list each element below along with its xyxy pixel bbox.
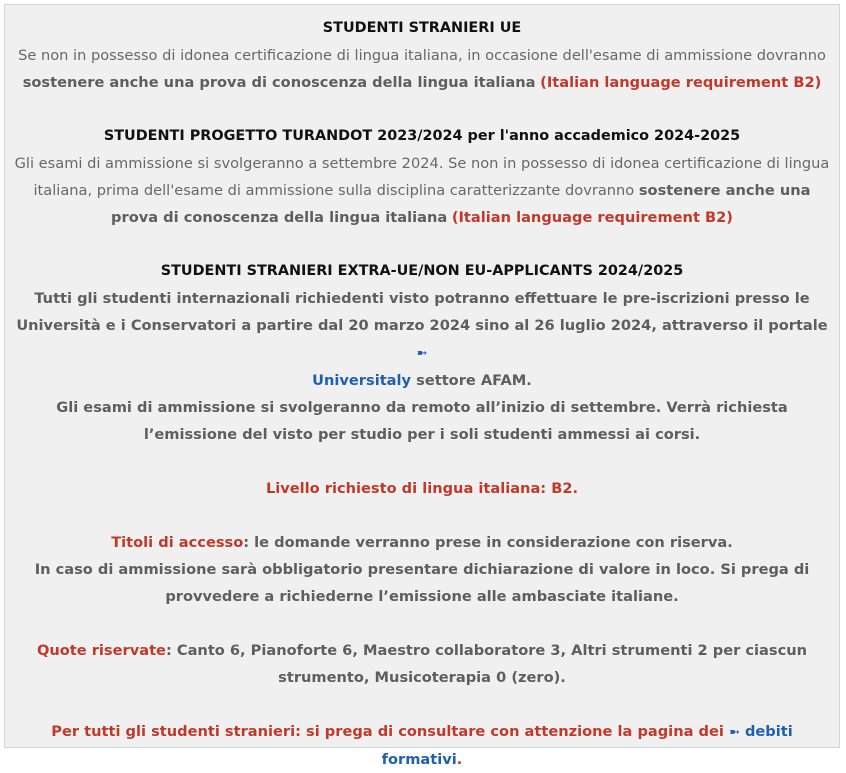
titoli-text2: In caso di ammissione sarà obbligatorio presentare dichiarazione di valore in loco. Si prega di provvedere a richiederne l’emissione alle ambasciate italiane. — [34, 561, 810, 605]
arrow-right-icon: ➼ — [728, 725, 740, 740]
section-turandot-title: STUDENTI PROGETTO TURANDOT 2023/2024 per l'anno accademico 2024-2025 — [103, 128, 741, 144]
section-ue — [13, 15, 831, 96]
section-titoli — [13, 529, 831, 610]
section-ue-text: Se non in possesso di idonea certificazione di lingua italiana, in occasione dell'esame di ammissione dovranno sostenere anche una prova di conoscenza della lingua italiana (Italian language requirement B2) — [18, 47, 826, 91]
section-turandot — [13, 123, 831, 231]
section-extra-ue-title: STUDENTI STRANIERI EXTRA-UE/NON EU-APPLICANTS 2024/2025 — [160, 263, 684, 279]
quote-text: Quote riservate: Canto 6, Pianoforte 6, Maestro collaboratore 3, Altri strumenti 2 per ciascun strumento, Musicoterapia 0 (zero). — [36, 642, 808, 686]
section-extra-ue-text: Tutti gli studenti internazionali richiedenti visto potranno effettuare le pre-iscrizioni presso le Università e i Conservatori a partire dal 20 marzo 2024 sino al 26 luglio 2024, attraverso il portale ➼ Universitaly settore AFAM. — [16, 290, 828, 389]
section-ue-title: STUDENTI STRANIERI UE — [322, 20, 522, 36]
section-turandot-text: Gli esami di ammissione si svolgeranno a settembre 2024. Se non in possesso di idonea certificazione di lingua italiana, prima dell'esame di ammissione sulla disciplina caratterizzante dovranno sostenere anche una prova di conoscenza della lingua italiana (Italian language requirement B2) — [14, 155, 830, 226]
debiti-formativi-link[interactable]: debiti formativi — [381, 723, 793, 768]
arrow-right-icon: ➼ — [416, 346, 428, 361]
section-livello — [13, 475, 831, 502]
quote-label: Quote riservate — [36, 642, 166, 659]
titoli-text: Titoli di accesso: le domande verranno prese in considerazione con riserva. — [111, 534, 733, 551]
debiti-text: Per tutti gli studenti stranieri: si prega di consultare con attenzione la pagina dei ➼ debiti formativi. — [51, 723, 793, 768]
titoli-label: Titoli di accesso — [111, 534, 244, 551]
section-quote — [13, 637, 831, 691]
section-extra-ue — [13, 258, 831, 448]
livello-text: Livello richiesto di lingua italiana: B2. — [265, 480, 579, 497]
info-panel — [4, 4, 840, 768]
universitaly-link[interactable]: Universitaly — [312, 372, 412, 389]
section-debiti — [13, 718, 831, 773]
section-extra-ue-text2: Gli esami di ammissione si svolgeranno da remoto all’inizio di settembre. Verrà richiesta l’emissione del visto per studio per i soli studenti ammessi ai corsi. — [56, 399, 788, 443]
